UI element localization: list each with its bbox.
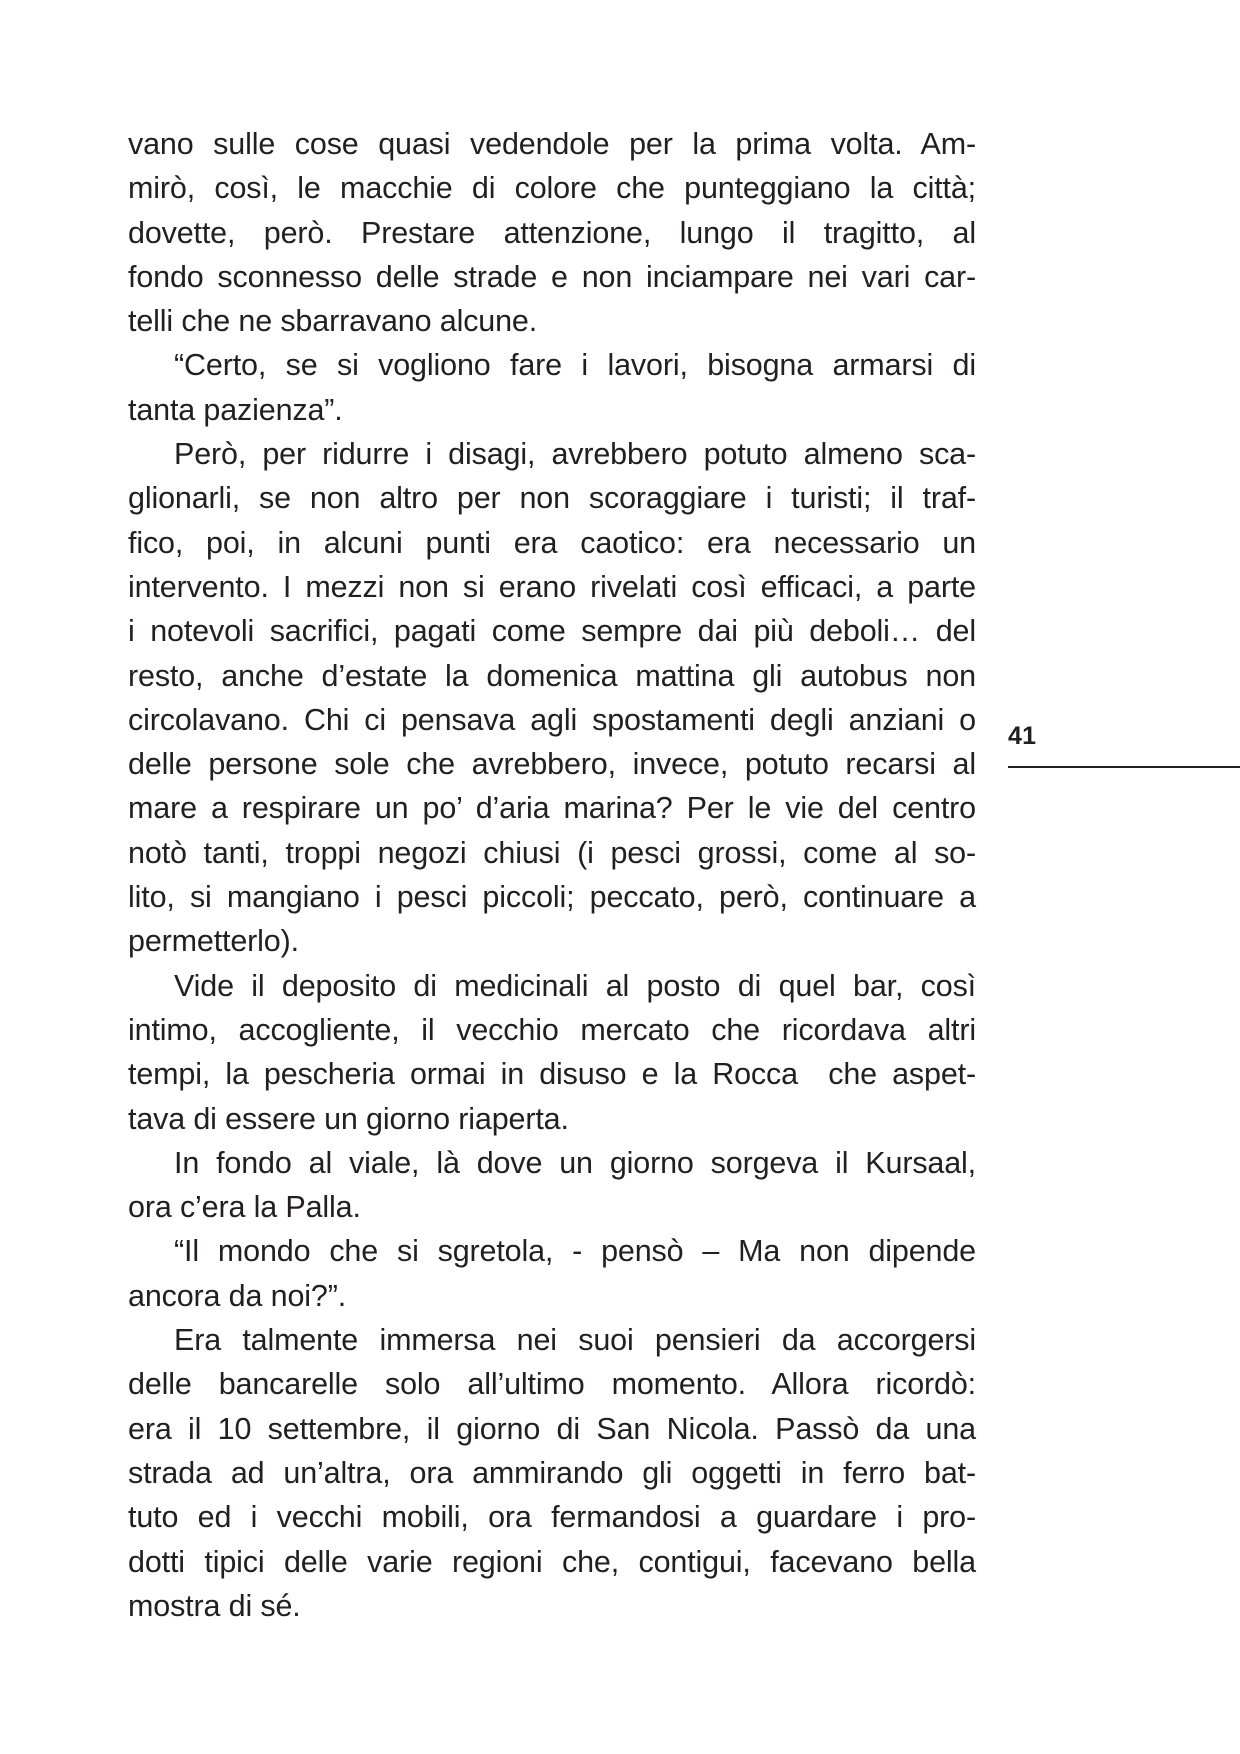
- page-folio: [1008, 724, 1118, 749]
- paragraph: [128, 1318, 976, 1628]
- text-line: resto, anche d’estate la domenica mattina gli autobus non: [128, 658, 976, 693]
- text-line-content: In fondo al viale, là dove un giorno sorgeva il Kursaal,: [174, 1145, 976, 1180]
- text-line: vano sulle cose quasi vedendole per la prima volta. Am-: [128, 127, 976, 161]
- text-line: tanta pazienza”.: [128, 392, 343, 427]
- text-line: permetterlo).: [128, 924, 299, 959]
- paragraph: [128, 432, 976, 964]
- page-number: 41: [1008, 722, 1037, 750]
- text-line: tuto ed i vecchi mobili, ora fermandosi a guardare i pro-: [128, 1500, 976, 1535]
- paragraph: [128, 1229, 976, 1318]
- text-line: i notevoli sacrifici, pagati come sempre dai più deboli… del: [128, 614, 976, 649]
- text-line: ora c’era la Palla.: [128, 1190, 361, 1225]
- text-line: [128, 432, 976, 476]
- text-line: [128, 1318, 976, 1362]
- text-line: tempi, la pescheria ormai in disuso e la Rocca che aspet-: [128, 1057, 976, 1092]
- paragraph: [128, 343, 976, 432]
- text-line: [128, 1229, 976, 1273]
- text-line: delle persone sole che avrebbero, invece, potuto recarsi al: [128, 747, 976, 782]
- text-line: intimo, accogliente, il vecchio mercato che ricordava altri: [128, 1012, 976, 1047]
- text-line: [128, 964, 976, 1008]
- paragraph: [128, 1141, 976, 1230]
- text-line: intervento. I mezzi non si erano rivelati così efficaci, a parte: [128, 569, 976, 604]
- text-line: ancora da noi?”.: [128, 1278, 347, 1313]
- text-line: fico, poi, in alcuni punti era caotico: era necessario un: [128, 525, 976, 560]
- paragraph: [128, 122, 976, 343]
- text-line: fondo sconnesso delle strade e non inciampare nei vari car-: [128, 259, 976, 294]
- text-line-content: Era talmente immersa nei suoi pensieri da accorgersi: [174, 1323, 976, 1358]
- text-line: tava di essere un giorno riaperta.: [128, 1101, 569, 1136]
- body-text-column: [128, 122, 976, 1628]
- text-line: mirò, così, le macchie di colore che punteggiano la città;: [128, 171, 976, 206]
- text-line-content: Però, per ridurre i disagi, avrebbero potuto almeno sca-: [174, 437, 976, 472]
- text-line: glionarli, se non altro per non scoraggiare i turisti; il traf-: [128, 481, 976, 516]
- text-line: era il 10 settembre, il giorno di San Nicola. Passò da una: [128, 1411, 976, 1446]
- text-line-content: Vide il deposito di medicinali al posto di quel bar, così: [174, 968, 976, 1003]
- text-line: lito, si mangiano i pesci piccoli; peccato, però, continuare a: [128, 880, 976, 915]
- text-line: dotti tipici delle varie regioni che, contigui, facevano bella: [128, 1544, 976, 1579]
- text-line: dovette, però. Prestare attenzione, lungo il tragitto, al: [128, 215, 976, 250]
- text-line: notò tanti, troppi negozi chiusi (i pesci grossi, come al so-: [128, 835, 976, 870]
- text-line: strada ad un’altra, ora ammirando gli oggetti in ferro bat-: [128, 1455, 976, 1490]
- text-line: circolavano. Chi ci pensava agli spostamenti degli anziani o: [128, 702, 976, 737]
- text-line: mostra di sé.: [128, 1588, 301, 1623]
- text-line-content: “Certo, se si vogliono fare i lavori, bisogna armarsi di: [174, 348, 976, 383]
- text-line: [128, 343, 976, 387]
- paragraph: [128, 964, 976, 1141]
- text-line: telli che ne sbarravano alcune.: [128, 304, 538, 339]
- text-line: mare a respirare un po’ d’aria marina? Per le vie del centro: [128, 791, 976, 826]
- text-line: delle bancarelle solo all’ultimo momento. Allora ricordò:: [128, 1367, 976, 1402]
- folio-rule: [1008, 766, 1240, 768]
- text-line-content: “Il mondo che si sgretola, - pensò – Ma non dipende: [174, 1234, 976, 1269]
- text-line: [128, 1141, 976, 1185]
